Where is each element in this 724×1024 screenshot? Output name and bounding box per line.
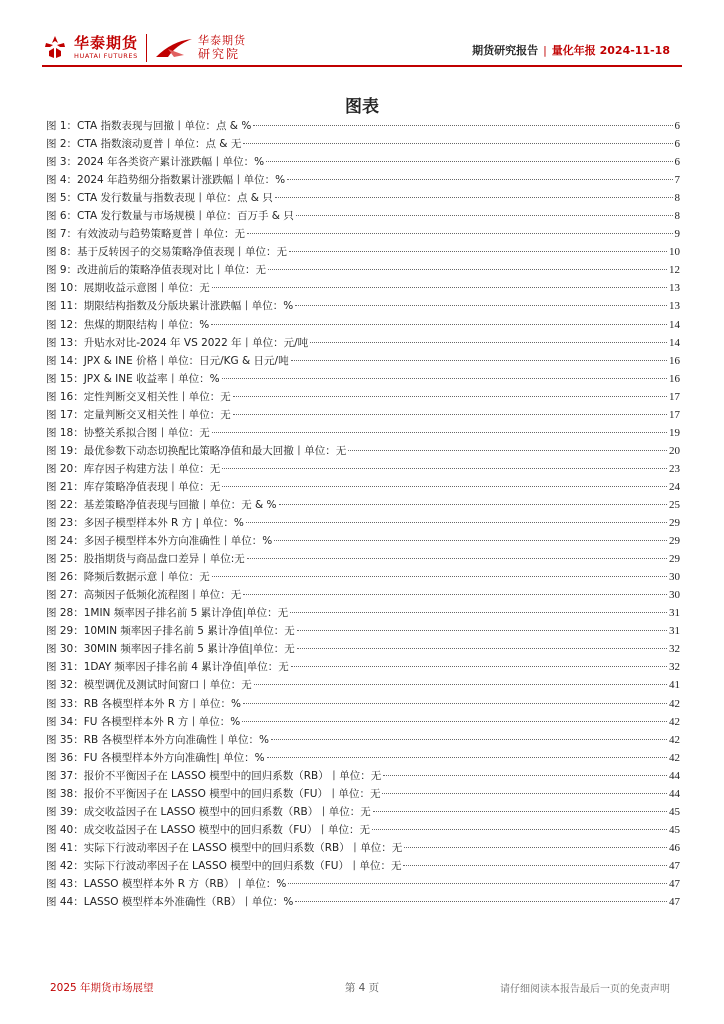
toc-entry[interactable]	[46, 857, 680, 875]
toc-entry-label: 图 42：实际下行波动率因子在 LASSO 模型中的回归系数（FU）丨单位：无	[46, 859, 402, 872]
toc-entry[interactable]	[46, 568, 680, 586]
toc-entry-label: 图 31：1DAY 频率因子排名前 4 累计净值|单位：无	[46, 661, 289, 674]
toc-leader-dots	[233, 396, 667, 397]
toc-entry-label: 图 20：库存因子构建方法丨单位：无	[46, 462, 221, 475]
toc-leader-dots	[243, 143, 672, 144]
toc-leader-dots	[275, 197, 673, 198]
toc-entry-label: 图 29：10MIN 频率因子排名前 5 累计净值|单位：无	[46, 625, 295, 638]
toc-entry[interactable]	[46, 893, 680, 911]
toc-leader-dots	[266, 161, 672, 162]
toc-entry-page: 14	[669, 336, 680, 349]
toc-entry-page: 45	[669, 805, 680, 818]
toc-leader-dots	[291, 666, 667, 667]
toc-entry[interactable]	[46, 117, 680, 135]
toc-entry-label: 图 23：多因子模型样本外 R 方 | 单位：%	[46, 517, 244, 530]
toc-entry-label: 图 35：RB 各模型样本外方向准确性丨单位：%	[46, 733, 270, 746]
toc-entry[interactable]	[46, 225, 680, 243]
toc-entry-label: 图 2：CTA 指数滚动夏普丨单位：点 & 无	[46, 138, 242, 151]
toc-entry-label: 图 4：2024 年趋势细分指数累计涨跌幅丨单位：%	[46, 174, 286, 187]
toc-leader-dots	[268, 269, 667, 270]
toc-entry-label: 图 21：库存策略净值表现丨单位：无	[46, 480, 221, 493]
toc-entry-page: 30	[669, 571, 680, 584]
toc-leader-dots	[212, 287, 667, 288]
toc-entry-label: 图 17：定量判断交叉相关性丨单位：无	[46, 408, 231, 421]
toc-entry[interactable]	[46, 297, 680, 315]
toc-leader-dots	[383, 775, 667, 776]
toc-entry-label: 图 22：基差策略净值表现与回撤丨单位：无 & %	[46, 498, 277, 511]
toc-entry-label: 图 19：最优参数下动态切换配比策略净值和最大回撤丨单位：无	[46, 444, 347, 457]
toc-leader-dots	[372, 829, 667, 830]
institute-line2: 研究院	[198, 47, 241, 61]
toc-entry-label: 图 7：有效波动与趋势策略夏普丨单位：无	[46, 228, 246, 241]
toc-entry[interactable]	[46, 189, 680, 207]
toc-entry-page: 9	[674, 228, 680, 241]
toc-leader-dots	[296, 215, 673, 216]
toc-leader-dots	[290, 612, 667, 613]
toc-entry-label: 图 15：JPX & INE 收益率丨单位：%	[46, 372, 220, 385]
toc-entry-page: 13	[669, 282, 680, 295]
toc-entry[interactable]	[46, 279, 680, 297]
toc-entry-label: 图 6：CTA 发行数量与市场规模丨单位：百万手 & 只	[46, 210, 294, 223]
report-name: 量化年报 2024-11-18	[551, 44, 670, 57]
toc-entry-page: 46	[669, 841, 680, 854]
toc-leader-dots	[271, 739, 667, 740]
toc-entry[interactable]	[46, 586, 680, 604]
toc-leader-dots	[253, 125, 672, 126]
toc-entry[interactable]	[46, 316, 680, 334]
toc-leader-dots	[212, 576, 667, 577]
toc-leader-dots	[211, 324, 667, 325]
toc-entry-page: 45	[669, 823, 680, 836]
toc-entry-label: 图 39：成交收益因子在 LASSO 模型中的回归系数（RB）丨单位：无	[46, 805, 371, 818]
toc-entry-page: 44	[669, 787, 680, 800]
toc-entry[interactable]	[46, 514, 680, 532]
toc-leader-dots	[297, 648, 667, 649]
toc-entry-page: 13	[669, 300, 680, 313]
toc-entry[interactable]	[46, 713, 680, 731]
toc-entry-page: 23	[669, 462, 680, 475]
toc-leader-dots	[404, 847, 667, 848]
toc-leader-dots	[382, 793, 667, 794]
toc-entry[interactable]	[46, 604, 680, 622]
toc-entry-label: 图 1：CTA 指数表现与回撤丨单位：点 & %	[46, 120, 252, 132]
toc-entry[interactable]	[46, 550, 680, 568]
page-header	[0, 0, 724, 78]
toc-entry[interactable]	[46, 749, 680, 767]
toc-entry[interactable]	[46, 695, 680, 713]
toc-entry-label: 图 28：1MIN 频率因子排名前 5 累计净值|单位：无	[46, 607, 289, 620]
toc-leader-dots	[247, 558, 667, 559]
toc-entry[interactable]	[46, 821, 680, 839]
toc-entry-page: 42	[669, 733, 680, 746]
toc-entry-page: 7	[674, 174, 680, 187]
toc-entry-page: 29	[669, 535, 680, 548]
disclaimer-note: 请仔细阅读本报告最后一页的免责声明	[500, 984, 670, 995]
toc-entry-page: 10	[669, 246, 680, 259]
huatai-futures-logo	[42, 34, 138, 60]
toc-entry-label: 图 27：高频因子低频化流程图丨单位：无	[46, 589, 242, 602]
toc-entry-page: 17	[669, 390, 680, 403]
toc-entry[interactable]	[46, 658, 680, 676]
toc-leader-dots	[246, 522, 667, 523]
toc-entry-label: 图 44：LASSO 模型样本外准确性（RB）丨单位：%	[46, 896, 294, 909]
toc-entry[interactable]	[46, 875, 680, 893]
toc-entry-page: 29	[669, 517, 680, 530]
toc-entry-label: 图 32：模型调优及测试时间窗口丨单位：无	[46, 679, 252, 692]
page-number: 第 4 页	[344, 982, 380, 994]
toc-entry-label: 图 14：JPX & INE 价格丨单位：日元/KG & 日元/吨	[46, 354, 289, 367]
toc-leader-dots	[274, 540, 667, 541]
toc-entry-page: 32	[669, 661, 680, 674]
toc-entry-label: 图 41：实际下行波动率因子在 LASSO 模型中的回归系数（RB）丨单位：无	[46, 841, 403, 854]
toc-leader-dots	[222, 486, 667, 487]
toc-entry[interactable]	[46, 334, 680, 352]
toc-entry-page: 42	[669, 697, 680, 710]
toc-entry-page: 47	[669, 877, 680, 890]
toc-entry[interactable]	[46, 676, 680, 694]
toc-entry-page: 31	[669, 625, 680, 638]
toc-entry[interactable]	[46, 478, 680, 496]
toc-entry-label: 图 33：RB 各模型样本外 R 方丨单位：%	[46, 697, 241, 710]
toc-entry-page: 12	[669, 264, 680, 277]
toc-entry-label: 图 25：股指期货与商品盘口差异丨单位:无	[46, 553, 245, 566]
toc-entry-page: 29	[669, 553, 680, 566]
logo-cn-text: 华泰期货	[74, 33, 139, 52]
toc-entry[interactable]	[46, 406, 680, 424]
toc-entry-label: 图 9：改进前后的策略净值表现对比丨单位：无	[46, 264, 267, 277]
toc-leader-dots	[297, 630, 667, 631]
footer-report-title: 2025 年期货市场展望	[50, 982, 154, 994]
toc-entry[interactable]	[46, 352, 680, 370]
report-type: 期货研究报告	[472, 44, 539, 57]
toc-entry-label: 图 10：展期收益示意图丨单位：无	[46, 282, 210, 295]
figure-list	[46, 117, 680, 911]
toc-entry-page: 17	[669, 408, 680, 421]
toc-entry-page: 47	[669, 859, 680, 872]
toc-entry[interactable]	[46, 171, 680, 189]
toc-leader-dots	[279, 504, 667, 505]
toc-entry[interactable]	[46, 370, 680, 388]
toc-entry-label: 图 5：CTA 发行数量与指数表现丨单位：点 & 只	[46, 192, 273, 205]
toc-leader-dots	[233, 414, 667, 415]
toc-entry-page: 6	[674, 120, 680, 132]
toc-entry-label: 图 13：升贴水对比-2024 年 VS 2022 年丨单位：元/吨	[46, 336, 309, 349]
toc-entry-page: 44	[669, 769, 680, 782]
toc-entry-page: 25	[669, 498, 680, 511]
toc-entry[interactable]	[46, 803, 680, 821]
toc-entry-label: 图 34：FU 各模型样本外 R 方丨单位：%	[46, 715, 241, 728]
toc-entry-page: 14	[669, 318, 680, 331]
toc-entry-page: 20	[669, 444, 680, 457]
toc-leader-dots	[242, 721, 667, 722]
toc-entry-label: 图 37：报价不平衡因子在 LASSO 模型中的回归系数（RB）丨单位：无	[46, 769, 382, 782]
report-meta	[472, 42, 670, 58]
toc-entry-label: 图 43：LASSO 模型样本外 R 方（RB）丨单位：%	[46, 877, 287, 890]
toc-entry-page: 6	[674, 156, 680, 169]
toc-entry[interactable]	[46, 243, 680, 261]
toc-entry-label: 图 16：定性判断交叉相关性丨单位：无	[46, 390, 231, 403]
toc-entry[interactable]	[46, 460, 680, 478]
toc-entry[interactable]	[46, 731, 680, 749]
toc-entry[interactable]	[46, 153, 680, 171]
toc-entry-label: 图 11：期限结构指数及分版块累计涨跌幅丨单位：%	[46, 300, 294, 313]
header-rule	[42, 65, 682, 67]
toc-leader-dots	[348, 450, 667, 451]
toc-entry[interactable]	[46, 424, 680, 442]
toc-entry[interactable]	[46, 622, 680, 640]
toc-leader-dots	[243, 594, 667, 595]
toc-leader-dots	[373, 811, 667, 812]
toc-entry-label: 图 36：FU 各模型样本外方向准确性| 单位：%	[46, 751, 265, 764]
toc-leader-dots	[295, 305, 667, 306]
toc-leader-dots	[243, 703, 667, 704]
toc-entry[interactable]	[46, 442, 680, 460]
toc-entry-page: 6	[674, 138, 680, 151]
toc-leader-dots	[287, 179, 672, 180]
toc-entry-page: 16	[669, 372, 680, 385]
toc-entry[interactable]	[46, 767, 680, 785]
research-logo-icon	[154, 35, 194, 61]
toc-entry[interactable]	[46, 496, 680, 514]
meta-separator: |	[543, 44, 547, 57]
page-footer	[0, 980, 724, 1000]
toc-entry-page: 32	[669, 643, 680, 656]
toc-entry-label: 图 26：降频后数据示意丨单位：无	[46, 571, 210, 584]
toc-entry-page: 30	[669, 589, 680, 602]
huatai-logo-icon	[42, 34, 68, 60]
toc-entry-label: 图 3：2024 年各类资产累计涨跌幅丨单位：%	[46, 156, 265, 169]
toc-leader-dots	[222, 468, 667, 469]
toc-leader-dots	[403, 865, 667, 866]
logo-en-text: HUATAI FUTURES	[74, 51, 138, 60]
toc-entry[interactable]	[46, 839, 680, 857]
toc-entry[interactable]	[46, 135, 680, 153]
toc-leader-dots	[247, 233, 672, 234]
page-title: 图表	[345, 97, 379, 117]
research-institute-logo	[154, 34, 246, 61]
institute-line1: 华泰期货	[198, 34, 246, 47]
toc-leader-dots	[295, 901, 667, 902]
toc-entry[interactable]	[46, 785, 680, 803]
toc-entry-page: 42	[669, 751, 680, 764]
toc-entry-page: 31	[669, 607, 680, 620]
toc-entry-label: 图 30：30MIN 频率因子排名前 5 累计净值|单位：无	[46, 643, 295, 656]
toc-entry-page: 8	[674, 210, 680, 223]
toc-entry-label: 图 18：协整关系拟合图丨单位：无	[46, 426, 210, 439]
toc-leader-dots	[310, 342, 667, 343]
toc-entry-page: 8	[674, 192, 680, 205]
toc-entry[interactable]	[46, 640, 680, 658]
toc-entry-label: 图 38：报价不平衡因子在 LASSO 模型中的回归系数（FU）丨单位：无	[46, 787, 381, 800]
toc-leader-dots	[288, 883, 667, 884]
logo-divider	[146, 34, 147, 62]
toc-entry-label: 图 8：基于反转因子的交易策略净值表现丨单位：无	[46, 246, 288, 259]
toc-entry-page: 47	[669, 896, 680, 909]
toc-entry[interactable]	[46, 261, 680, 279]
toc-entry[interactable]	[46, 388, 680, 406]
toc-entry[interactable]	[46, 532, 680, 550]
toc-leader-dots	[222, 378, 667, 379]
toc-leader-dots	[289, 251, 667, 252]
toc-entry-page: 16	[669, 354, 680, 367]
toc-entry-label: 图 12：焦煤的期限结构丨单位：%	[46, 318, 210, 331]
toc-entry-label: 图 40：成交收益因子在 LASSO 模型中的回归系数（FU）丨单位：无	[46, 823, 370, 836]
toc-leader-dots	[267, 757, 667, 758]
toc-leader-dots	[291, 360, 667, 361]
toc-leader-dots	[254, 684, 667, 685]
toc-entry-page: 42	[669, 715, 680, 728]
toc-entry-page: 24	[669, 480, 680, 493]
toc-entry-page: 19	[669, 426, 680, 439]
toc-entry[interactable]	[46, 207, 680, 225]
toc-entry-label: 图 24：多因子模型样本外方向准确性丨单位：%	[46, 535, 273, 548]
toc-entry-page: 41	[669, 679, 680, 692]
toc-leader-dots	[212, 432, 667, 433]
